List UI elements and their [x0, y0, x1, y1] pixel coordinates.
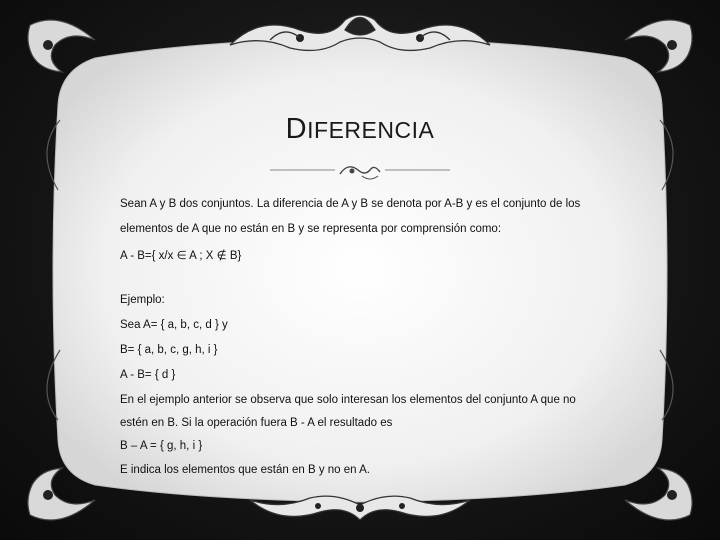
body-line: Sean A y B dos conjuntos. La diferencia de A y B se denota por A-B y es el conjunto de los	[120, 198, 581, 210]
title-rest: IFERENCIA	[307, 117, 435, 143]
body-line: Sea A= { a, b, c, d } y	[120, 319, 228, 331]
slide-title	[0, 113, 720, 146]
title-initial: D	[285, 113, 308, 145]
body-line: A - B={ x/x ∈ A ; X ∉ B}	[120, 250, 242, 262]
title-divider-ornament	[270, 160, 450, 186]
body-line: B= { a, b, c, g, h, i }	[120, 344, 218, 356]
body-line: En el ejemplo anterior se observa que solo interesan los elementos del conjunto A que no	[120, 394, 576, 406]
body-line: elementos de A que no están en B y se representa por comprensión como:	[120, 223, 502, 235]
body-line: A - B= { d }	[120, 369, 176, 381]
body-line: Ejemplo:	[120, 294, 165, 306]
content-panel	[53, 38, 667, 502]
body-line: estén en B. Si la operación fuera B - A el resultado es	[120, 417, 393, 429]
body-line: E indica los elementos que están en B y no en A.	[120, 464, 370, 476]
body-line: B – A = { g, h, i }	[120, 440, 203, 452]
